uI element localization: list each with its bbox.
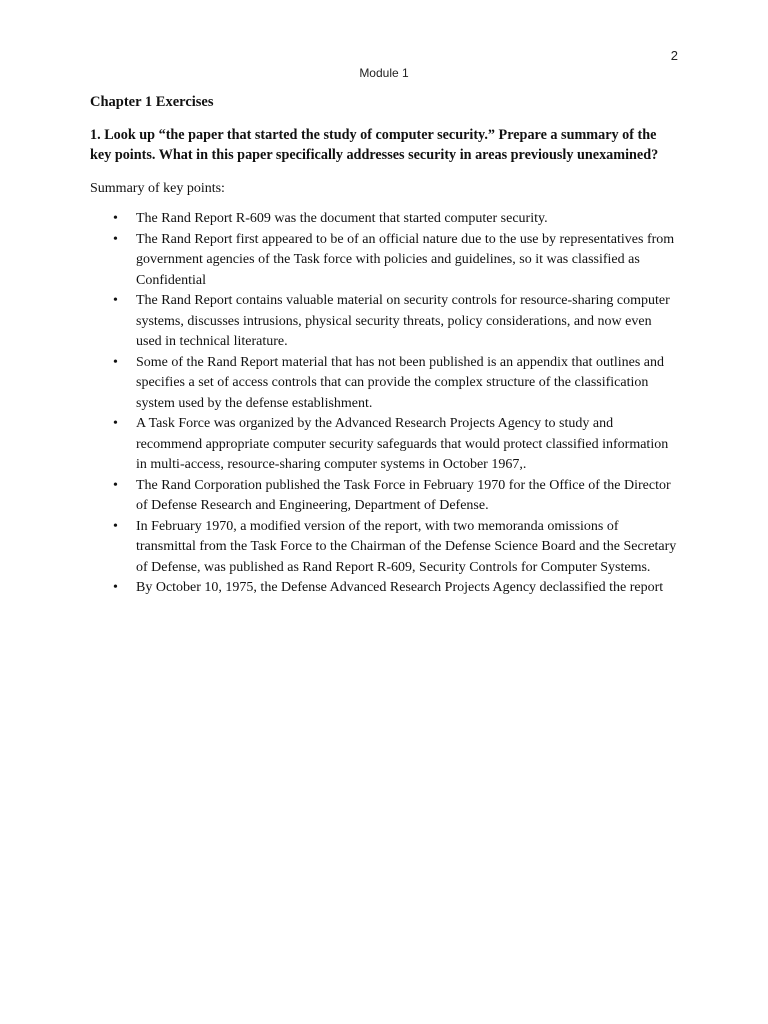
bullet-icon: • xyxy=(113,518,118,534)
list-item-text: The Rand Report contains valuable material on security controls for resource-sharing computer systems, discusses intrusions, physical security threats, policy considerations, and now even used in technical literature. xyxy=(136,293,670,349)
list-item-text: The Rand Report R-609 was the document that started computer security. xyxy=(136,211,548,226)
chapter-title: Chapter 1 Exercises xyxy=(90,94,214,110)
list-item-text: Some of the Rand Report material that has not been published is an appendix that outlines and specifies a set of access controls that can provide the complex structure of the classification system used by the defense establishment. xyxy=(136,354,664,411)
list-item xyxy=(90,476,680,517)
page-number: 2 xyxy=(670,48,678,63)
list-item xyxy=(90,209,680,230)
key-points-list xyxy=(90,209,680,599)
list-item xyxy=(90,517,680,579)
bullet-icon: • xyxy=(113,211,118,226)
summary-label: Summary of key points: xyxy=(90,180,225,196)
list-item-text: By October 10, 1975, the Defense Advanced Research Projects Agency declassified the report xyxy=(136,580,664,595)
running-header: Module 1 xyxy=(359,66,409,80)
list-item xyxy=(90,291,680,353)
document-body xyxy=(90,92,680,599)
list-item xyxy=(90,414,680,476)
list-item-text: A Task Force was organized by the Advanced Research Projects Agency to study and recommend appropriate computer security safeguards that would protect classified information in multi-access, resource-sharing computer systems in October 1967,. xyxy=(136,416,669,472)
list-item xyxy=(90,578,680,599)
list-item xyxy=(90,230,680,292)
bullet-icon: • xyxy=(113,477,118,493)
bullet-icon: • xyxy=(113,231,118,247)
bullet-icon: • xyxy=(113,354,118,370)
list-item-text: The Rand Corporation published the Task Force in February 1970 for the Office of the Director of Defense Research and Engineering, Department of Defense. xyxy=(136,477,671,513)
list-item-text: In February 1970, a modified version of the report, with two memoranda omissions of transmittal from the Task Force to the Chairman of the Defense Science Board and the Secretary of Defense, was published as Rand Report R-609, Security Controls for Computer Systems. xyxy=(136,518,677,575)
bullet-icon: • xyxy=(113,293,118,308)
bullet-icon: • xyxy=(113,416,118,431)
list-item xyxy=(90,353,680,415)
bullet-icon: • xyxy=(113,580,118,595)
exercise-question: 1. Look up “the paper that started the study of computer security.” Prepare a summary of the key points. What in this paper specifically addresses security in areas previously unexamined? xyxy=(90,126,659,163)
list-item-text: The Rand Report first appeared to be of an official nature due to the use by representatives from government agencies of the Task force with policies and guidelines, so it was classified as Confidential xyxy=(136,231,675,288)
